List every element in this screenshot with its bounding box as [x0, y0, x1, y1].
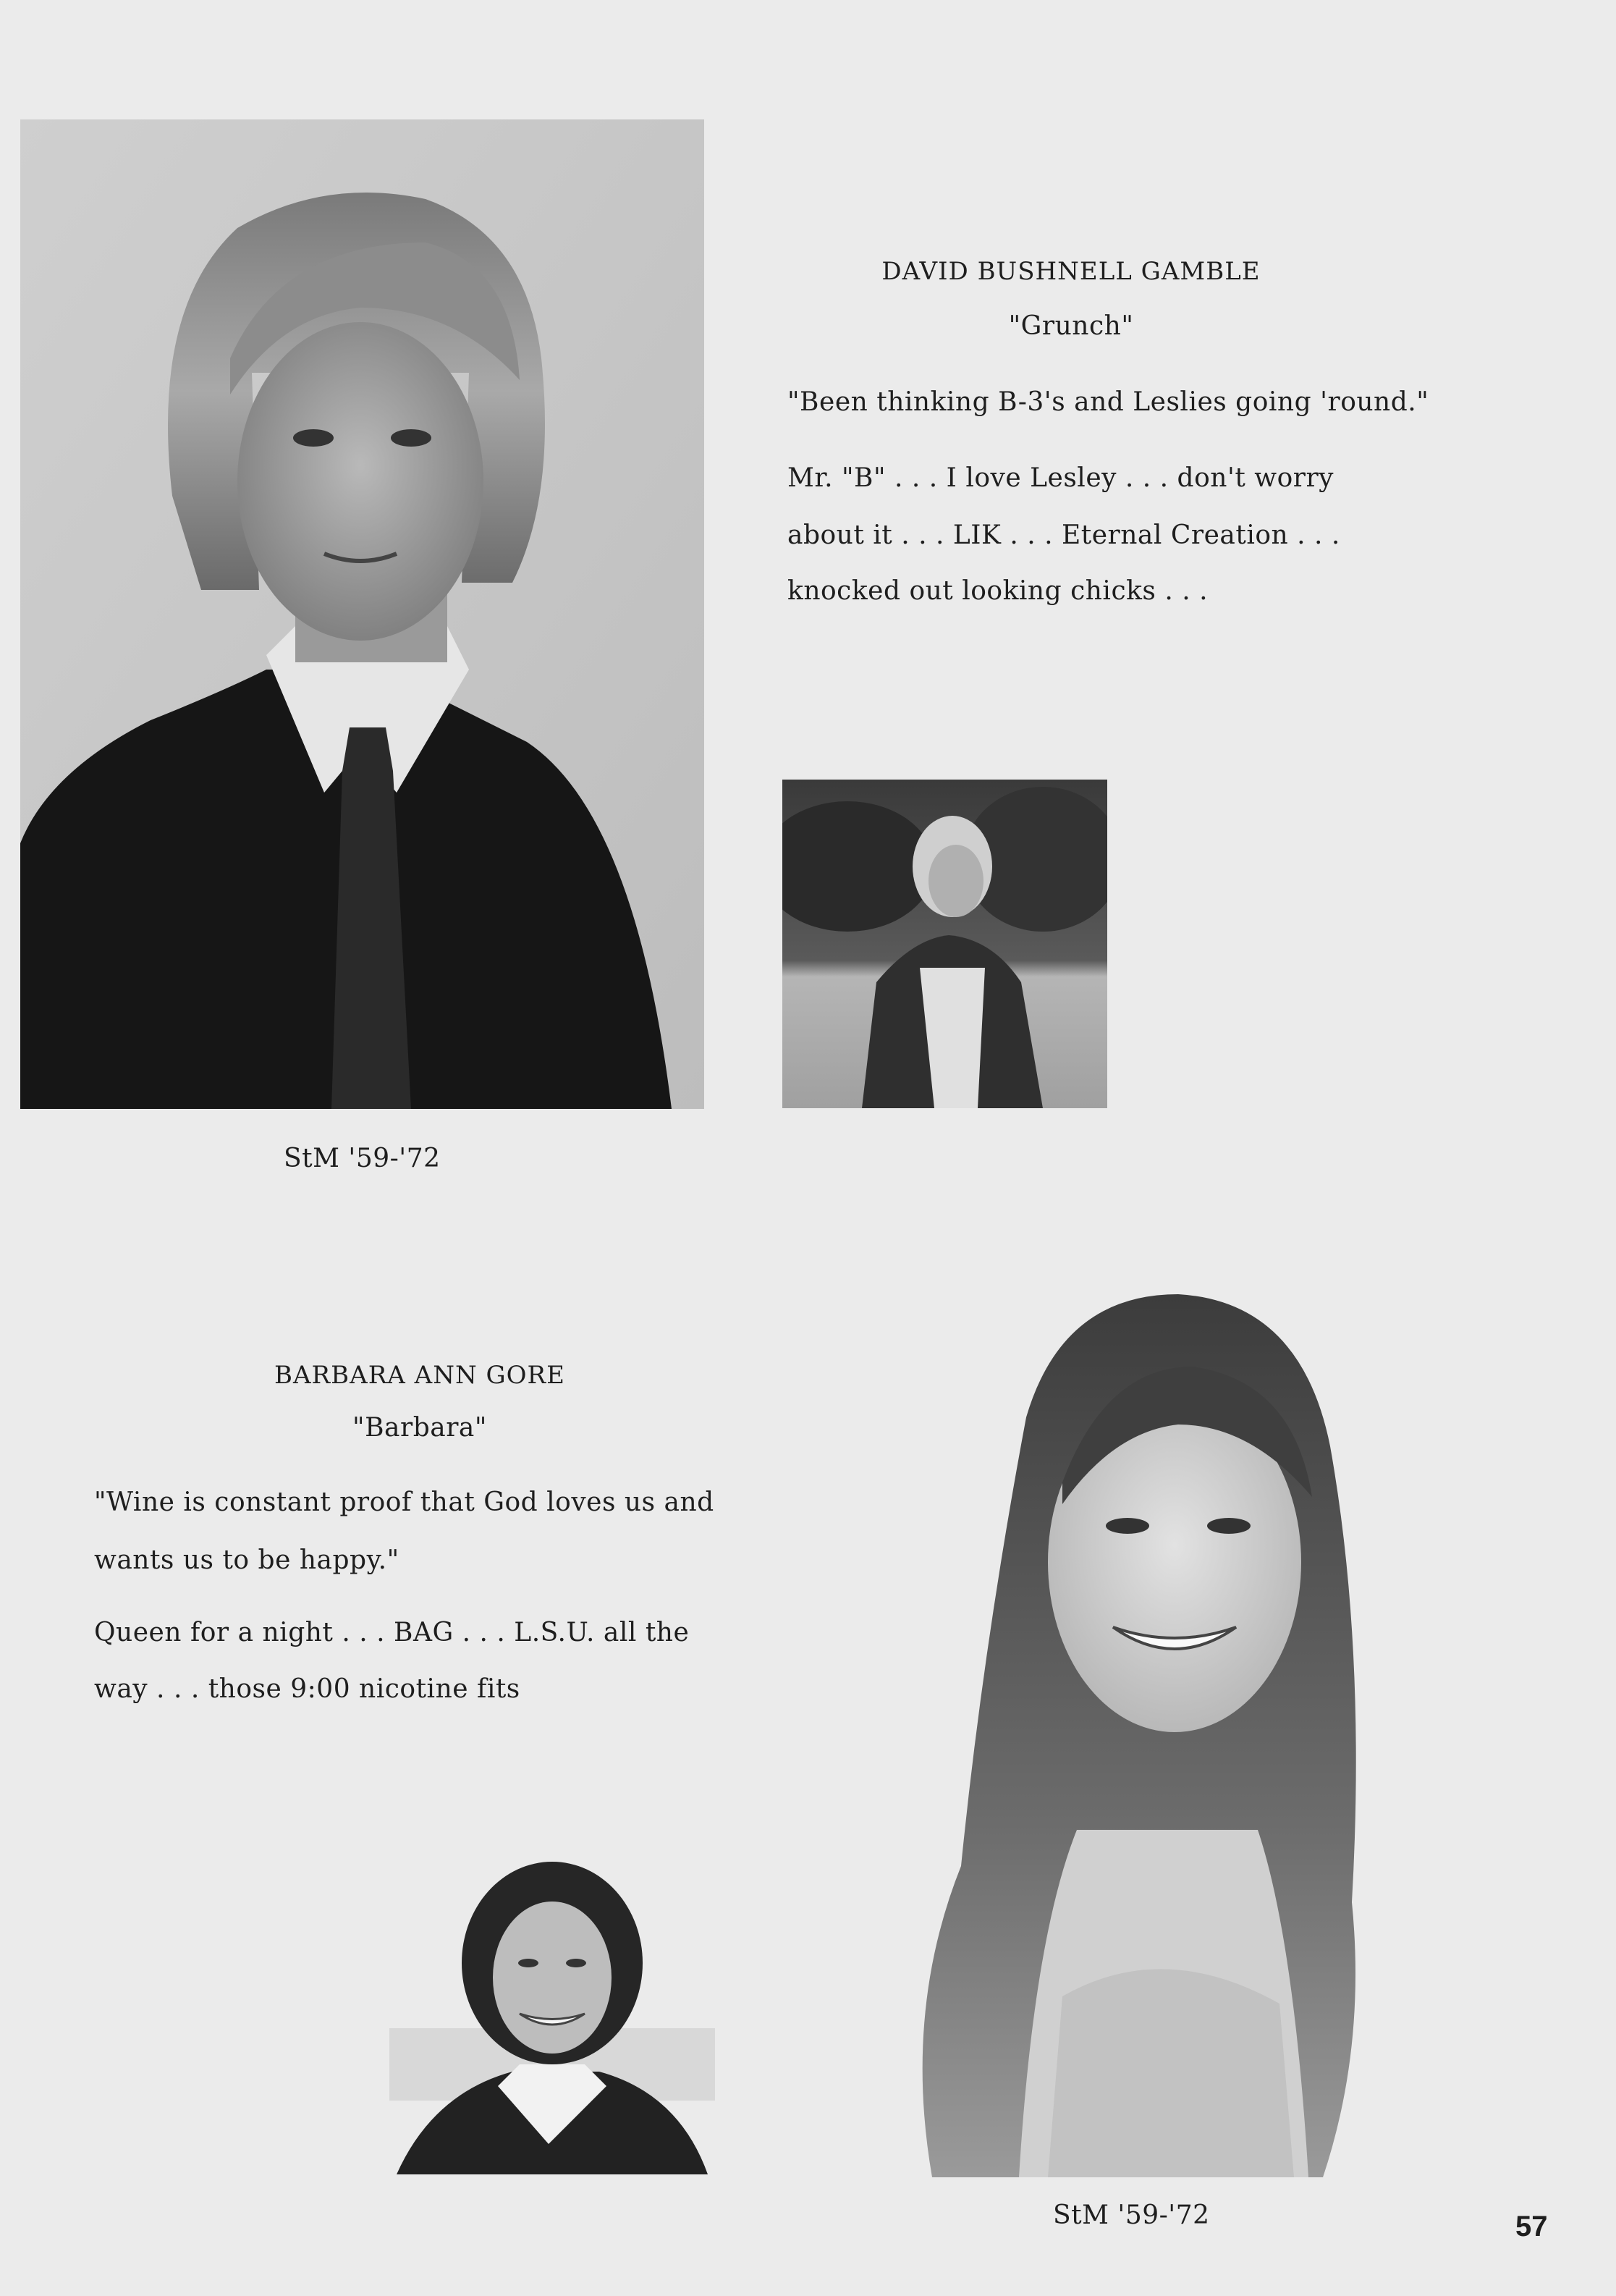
david-notes-line-1: Mr. "B" . . . I love Lesley . . . don't worry — [787, 463, 1334, 493]
barbara-years: StM '59-'72 — [1053, 2200, 1210, 2230]
david-nickname: "Grunch" — [1008, 311, 1134, 341]
david-quote: "Been thinking B-3's and Leslies going 'round." — [787, 387, 1429, 417]
david-years: StM '59-'72 — [284, 1144, 441, 1173]
page-number: 57 — [1515, 2211, 1548, 2242]
barbara-quote-line-2: wants us to be happy." — [94, 1545, 399, 1575]
david-notes-line-3: knocked out looking chicks . . . — [787, 576, 1209, 606]
barbara-candid-photo — [389, 1854, 715, 2174]
david-candid-photo — [782, 780, 1107, 1108]
barbara-notes-line-1: Queen for a night . . . BAG . . . L.S.U. all the — [94, 1618, 690, 1647]
barbara-name: BARBARA ANN GORE — [274, 1361, 565, 1390]
barbara-nickname: "Barbara" — [352, 1413, 487, 1443]
barbara-quote-line-1: "Wine is constant proof that God loves us and — [94, 1487, 714, 1517]
barbara-portrait-photo — [918, 1287, 1397, 2177]
david-notes-line-2: about it . . . LIK . . . Eternal Creation . . . — [787, 520, 1340, 550]
david-name: DAVID BUSHNELL GAMBLE — [881, 257, 1261, 286]
david-portrait-photo — [20, 119, 704, 1109]
barbara-notes-line-2: way . . . those 9:00 nicotine fits — [94, 1674, 520, 1704]
